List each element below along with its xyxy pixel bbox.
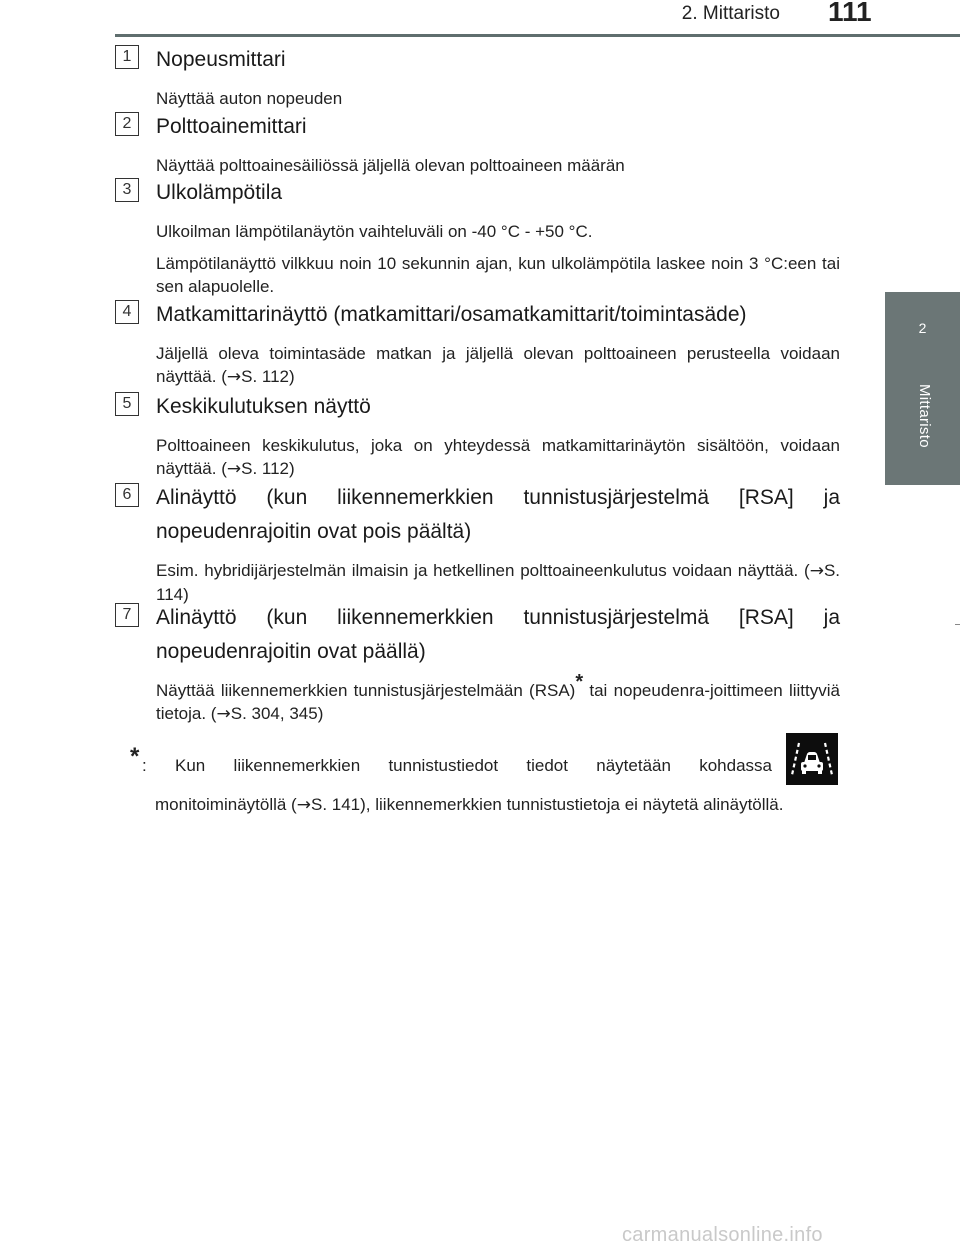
edge-tick (955, 624, 960, 625)
item-number-badge: 2 (115, 112, 139, 136)
item-title: Ulkolämpötila (156, 181, 283, 204)
item-number-badge: 4 (115, 300, 139, 324)
chapter-side-tab (885, 292, 960, 485)
item-description: Jäljellä oleva toimintasäde matkan ja jäljellä olevan polttoaineen perusteella voidaan näyttää. (→S. 112) (156, 344, 840, 387)
chapter-number: 2 (918, 320, 927, 336)
list-item-7 (115, 601, 840, 726)
page-reference: S. 304, 345) (230, 704, 324, 723)
item-title: Nopeusmittari (156, 48, 286, 71)
item-description: Näyttää liikennemerkkien tunnistusjärjestelmään (RSA)* tai nopeudenra-joittimeen liittyviä tietoja. (→S. 304, 345) (156, 671, 840, 724)
footnote-text: : Kun liikennemerkkien tunnistustiedot tiedot näytetään kohdassa (142, 756, 772, 775)
arrow-icon: → (296, 795, 311, 815)
item-description: Esim. hybridijärjestelmän ilmaisin ja hetkellinen polttoaineenkulutus voidaan näyttää. (→S. 114) (156, 561, 840, 604)
footnote-text-continued: monitoiminäytöllä (→S. 141), liikennemerkkien tunnistustietoja ei näytetä alinäytöllä. (155, 795, 784, 815)
list-item-5 (115, 390, 840, 481)
item-number-badge: 7 (115, 603, 139, 627)
list-item-2 (115, 110, 840, 177)
item-number-badge: 5 (115, 392, 139, 416)
arrow-icon: → (216, 704, 231, 724)
list-item-1 (115, 43, 840, 110)
arrow-icon: → (226, 367, 242, 387)
footnote-marker: * (130, 743, 140, 770)
lane-assist-car-icon (786, 733, 838, 785)
watermark: carmanualsonline.info (622, 1224, 823, 1246)
section-title: 2. Mittaristo (681, 3, 780, 24)
chapter-label: Mittaristo (916, 384, 933, 448)
list-item-3 (115, 176, 840, 298)
item-title: Alinäyttö (kun liikennemerkkien tunnistusjärjestelmä [RSA] ja nopeudenrajoitin ovat päällä) (156, 606, 840, 663)
arrow-icon: → (809, 561, 824, 581)
item-number-badge: 3 (115, 178, 139, 202)
item-title: Alinäyttö (kun liikennemerkkien tunnistusjärjestelmä [RSA] ja nopeudenrajoitin ovat pois päältä) (156, 486, 840, 543)
item-description: Ulkoilman lämpötilanäytön vaihteluväli on -40 °C - +50 °C. (156, 222, 593, 241)
page-reference: S. 112) (241, 459, 295, 478)
item-description: Näyttää auton nopeuden (156, 89, 343, 108)
item-title: Polttoainemittari (156, 115, 307, 138)
arrow-icon: → (226, 459, 242, 479)
footnote-marker: * (575, 671, 584, 693)
page-number: 111 (828, 0, 872, 27)
item-title: Matkamittarinäyttö (matkamittari/osamatkamittarit/toimintasäde) (156, 303, 747, 326)
item-number-badge: 1 (115, 45, 139, 69)
item-title: Keskikulutuksen näyttö (156, 395, 371, 418)
list-item-6 (115, 481, 840, 606)
header-rule (115, 34, 960, 37)
item-description: Polttoaineen keskikulutus, joka on yhteydessä matkamittarinäytön sisältöön, voidaan näyttää. (→S. 112) (156, 436, 840, 479)
list-item-4 (115, 298, 840, 389)
page-reference: S. 112) (241, 367, 295, 386)
page-reference: S. 114) (156, 561, 840, 604)
item-number-badge: 6 (115, 483, 139, 507)
item-description: Lämpötilanäyttö vilkkuu noin 10 sekunnin ajan, kun ulkolämpötila laskee noin 3 °C:een tai sen alapuolelle. (156, 254, 840, 296)
item-description: Näyttää polttoainesäiliössä jäljellä olevan polttoaineen määrän (156, 156, 625, 175)
